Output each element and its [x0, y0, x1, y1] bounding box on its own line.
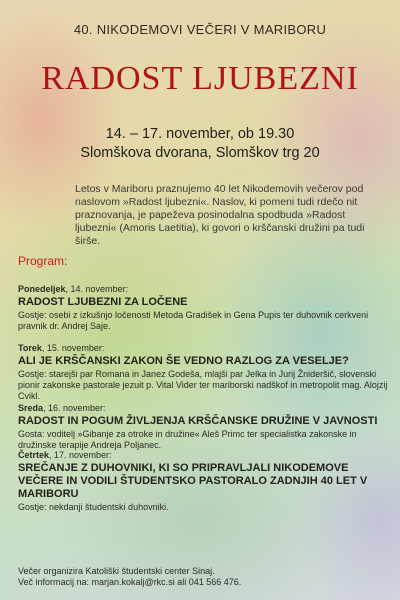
event-day	[18, 403, 388, 414]
intro-paragraph: Letos v Mariboru praznujemo 40 let Nikodemovih večerov pod naslovom »Radost ljubezni«. Naslov, ki pomeni tudi rdečo nit praznovanja, je papeževa posinodalna spodbuda »Radost ljubezni« (Amoris Laetitia), ki govori o krščanski družini pa tudi širše.	[75, 183, 365, 247]
event-day	[18, 284, 388, 295]
event-title: ALI JE KRŠČANSKI ZAKON ŠE VEDNO RAZLOG ZA VESELJE?	[18, 355, 349, 367]
poster-title: RADOST LJUBEZNI	[41, 60, 359, 97]
program-event	[18, 284, 388, 332]
event-day-name: Torek	[18, 343, 42, 353]
event-date: , 16. november:	[43, 403, 106, 413]
event-day	[18, 343, 388, 354]
program-event	[18, 450, 388, 513]
program-label: Program:	[18, 254, 68, 268]
date-time: 14. – 17. november, ob 19.30	[105, 126, 295, 142]
event-day-name: Sreda	[18, 403, 44, 413]
program-event	[18, 343, 388, 402]
event-day-name: Ponedeljek	[18, 284, 66, 294]
contact-info: Več informacij na: marjan.kokalj@rkc.si ali 041 566 476.	[18, 577, 242, 587]
organizer-note: Večer organizira Katoliški študentski center Sinaj.	[18, 566, 215, 576]
program-event	[18, 403, 388, 451]
event-guests: Gostje: starejši par Romana in Janez Godeša, mlajši par Jelka in Jurij Žnideršič, slovenski pionir zakonske pastorale jezuit p. Vital Vider ter mariborski nadškof in metropolit mag. Alojzij Cvikl.	[18, 369, 388, 401]
event-date: , 15. november:	[41, 343, 105, 353]
event-day-name: Četrtek	[18, 450, 50, 460]
event-date: , 14. november:	[65, 284, 129, 294]
event-title: SREČANJE Z DUHOVNIKI, KI SO PRIPRAVLJALI NIKODEMOVE VEČERE IN VODILI ŠTUDENTSKO PASTORALO ZADNJIH 40 LET V MARIBORU	[18, 462, 368, 500]
event-title: RADOST IN POGUM ŽIVLJENJA KRŠČANSKE DRUŽINE V JAVNOSTI	[18, 415, 378, 427]
event-series-heading: 40. NIKODEMOVI VEČERI V MARIBORU	[73, 22, 327, 37]
event-day	[18, 450, 388, 461]
event-date: , 17. november:	[49, 450, 112, 460]
footer	[18, 566, 388, 588]
event-title: RADOST LJUBEZNI ZA LOČENE	[18, 296, 188, 308]
event-guests: Gosta: voditelj »Gibanje za otroke in družine« Aleš Primc ter specialistka zakonske in družinske terapije Andreja Poljanec.	[18, 429, 357, 450]
venue: Slomškova dvorana, Slomškov trg 20	[80, 145, 320, 161]
event-guests: Gostje: nekdanji študentski duhovniki.	[18, 502, 169, 512]
event-guests: Gostje: osebi z izkušnjo ločenosti Metoda Gradišek in Gena Pupis ter duhovnik cerkveni pravnik dr. Andrej Saje.	[18, 310, 369, 331]
